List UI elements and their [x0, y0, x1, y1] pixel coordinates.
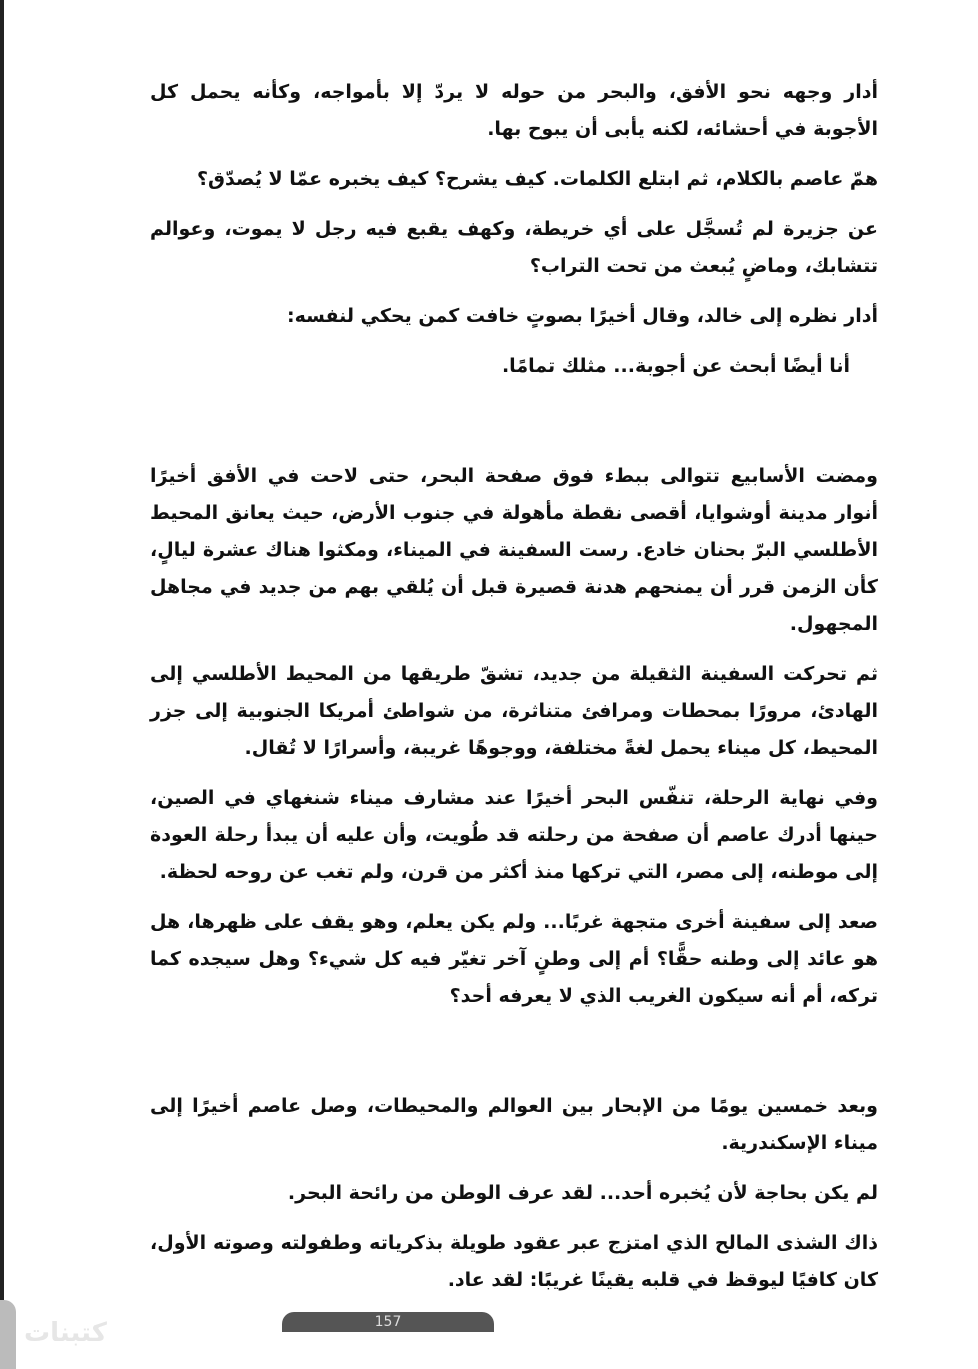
page-number: 157 — [282, 1312, 494, 1332]
paragraph: أنا أيضًا أبحث عن أجوبة... مثلك تمامًا. — [501, 355, 850, 377]
section-2 — [150, 458, 878, 1015]
paragraph: أدار وجهه نحو الأفق، والبحر من حوله لا يردّ إلا بأمواجه، وكأنه يحمل كل الأجوبة في أحشائه، لكنه يأبى أن يبوح بها. — [150, 81, 878, 140]
page-body — [150, 0, 878, 1332]
section-1 — [150, 74, 878, 385]
paragraph: صعد إلى سفينة أخرى متجهة غربًا... ولم يكن يعلم، وهو يقف على ظهرها، هل هو عائد إلى وطنه حقًّا؟ أم إلى وطنٍ آخر تغيّر فيه كل شيء؟ وهل سيجده كما تركه، أم أنه سيكون الغريب الذي لا يعرفه أحد؟ — [150, 911, 878, 1007]
paragraph: وبعد خمسين يومًا من الإبحار بين العوالم والمحيطات، وصل عاصم أخيرًا إلى ميناء الإسكندرية. — [150, 1095, 878, 1154]
watermark: كتبنات — [24, 1318, 107, 1348]
paragraph: همّ عاصم بالكلام، ثم ابتلع الكلمات. كيف يشرح؟ كيف يخبره عمّا لا يُصدّق؟ — [197, 168, 878, 190]
paragraph: ثم تحركت السفينة الثقيلة من جديد، تشقّ طريقها من المحيط الأطلسي إلى الهادئ، مرورًا بمحطات ومرافئ متناثرة، من شواطئ أمريكا الجنوبية إلى جزر المحيط، كل ميناء يحمل لغةً مختلفة، ووجوهًا غريبة، وأسرارًا لا تُقال. — [150, 663, 878, 759]
section-gap — [150, 398, 878, 458]
section-gap — [150, 1028, 878, 1088]
paragraph: أدار نظره إلى خالد، وقال أخيرًا بصوتٍ خافت كمن يحكي لنفسه: — [287, 305, 878, 327]
paragraph: لم يكن بحاجة لأن يُخبره أحد... لقد عرف الوطن من رائحة البحر. — [287, 1182, 878, 1204]
section-3 — [150, 1088, 878, 1299]
paragraph: ذاك الشذى المالح الذي امتزج عبر عقود طويلة بذكرياته وطفولته وصوته الأول، كان كافيًا ليوقظ في قلبه يقينًا غريبًا: لقد عاد. — [150, 1232, 878, 1291]
paragraph: ومضت الأسابيع تتوالى ببطء فوق صفحة البحر، حتى لاحت في الأفق أخيرًا أنوار مدينة أوشوايا، أقصى نقطة مأهولة في جنوب الأرض، حيث يعانق المحيط الأطلسي البرّ بحنان خادع. رست السفينة في الميناء، ومكثوا هناك عشرة ليالٍ، كأن الزمن قرر أن يمنحهم هدنة قصيرة قبل أن يُلقي بهم من جديد في مجاهل المجهول. — [150, 465, 878, 635]
paragraph: عن جزيرة لم تُسجَّل على أي خريطة، وكهف يقبع فيه رجل لا يموت، وعوالم تتشابك، وماضٍ يُبعث من تحت التراب؟ — [150, 218, 878, 277]
page-edge — [0, 0, 4, 1369]
paragraph: وفي نهاية الرحلة، تنفّس البحر أخيرًا عند مشارف ميناء شنغهاي في الصين، حينها أدرك عاصم أن صفحة من رحلته قد طُويت، وأن عليه أن يبدأ رحلة العودة إلى موطنه، إلى مصر، التي تركها منذ أكثر من قرن، ولم تغب عن روحه لحظة. — [150, 787, 878, 883]
scroll-handle[interactable] — [0, 1300, 16, 1369]
